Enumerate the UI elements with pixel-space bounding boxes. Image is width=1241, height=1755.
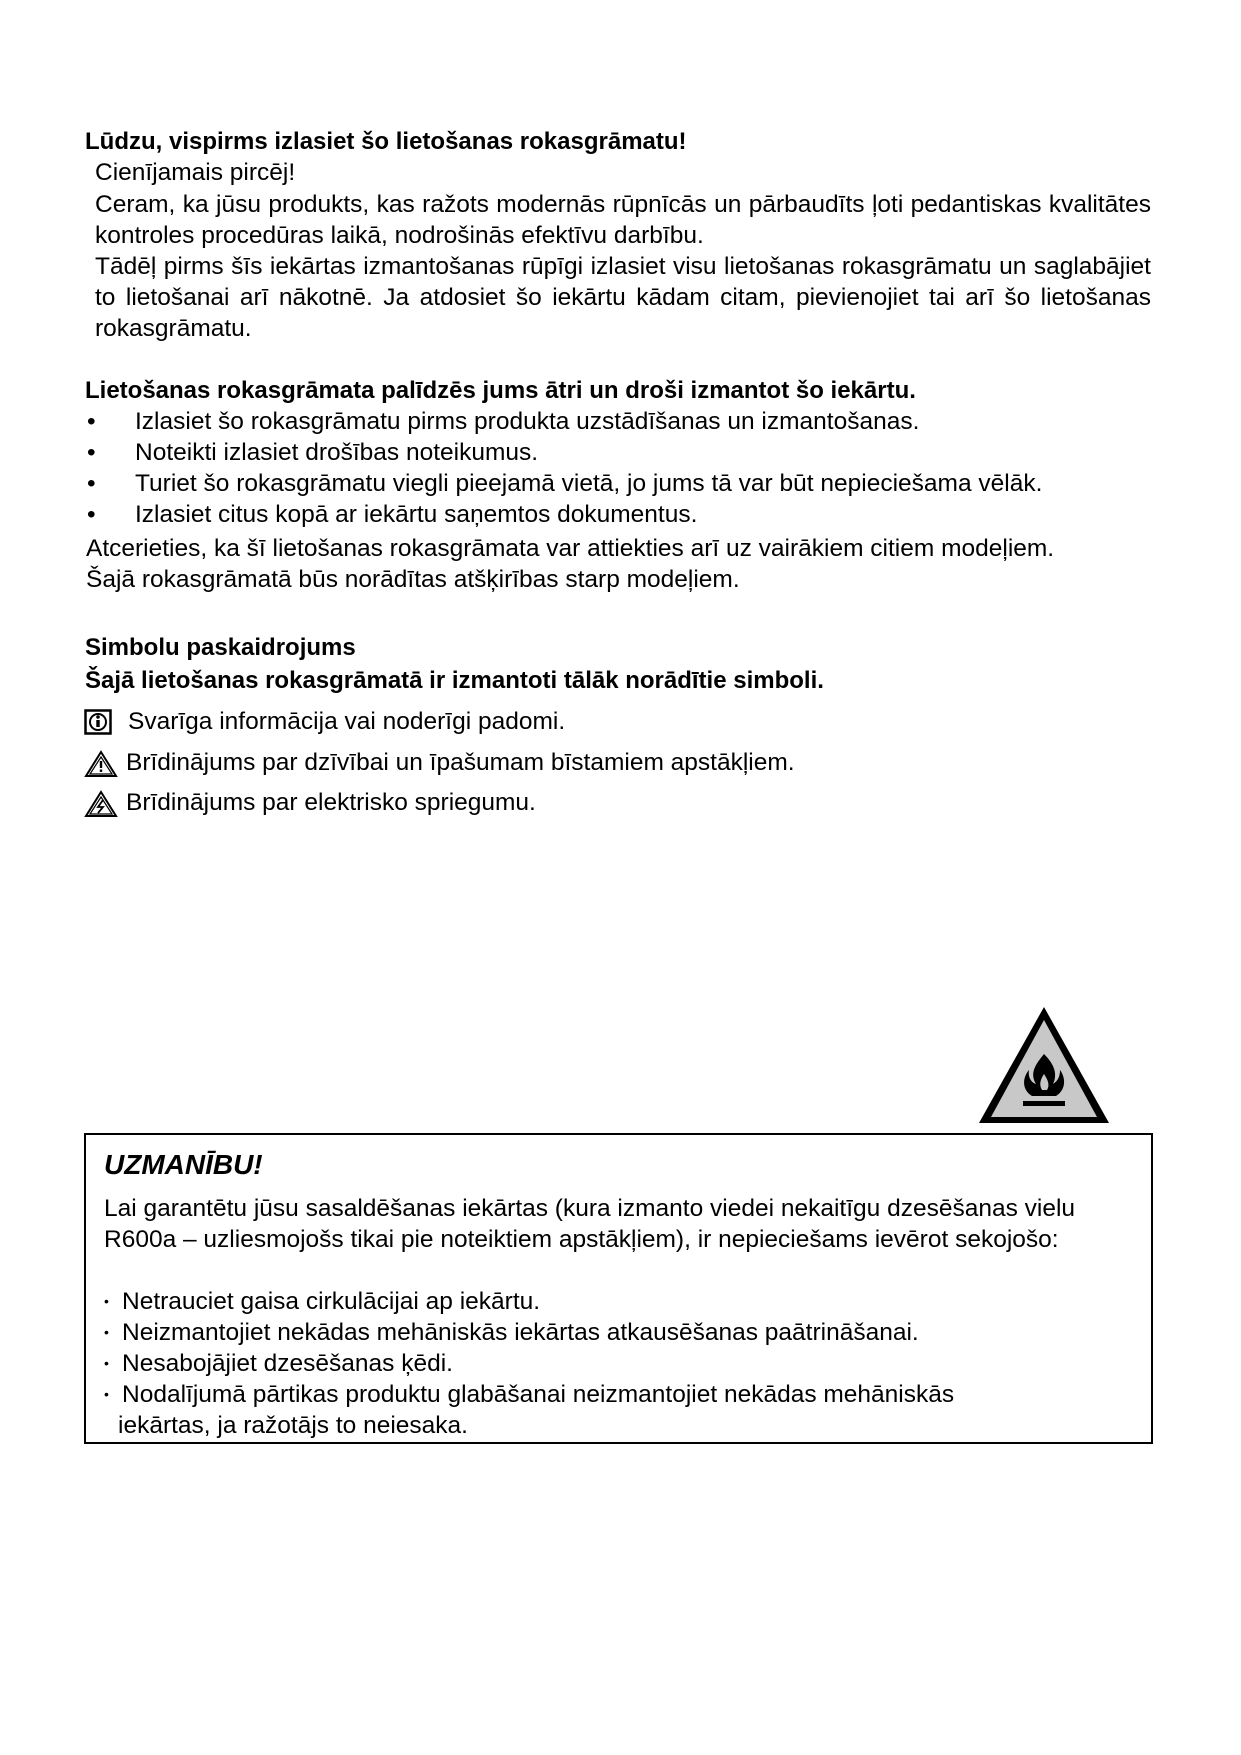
list-item-text: Izlasiet citus kopā ar iekārtu saņemtos dokumentus.: [135, 501, 698, 528]
manual-help-heading: Lietošanas rokasgrāmata palīdzēs jums ātri un droši izmantot šo iekārtu.: [85, 377, 916, 404]
warning-triangle-icon: [84, 750, 118, 778]
list-item: [87, 468, 1187, 499]
models-note: Atcerieties, ka šī lietošanas rokasgrāmata var attiekties arī uz vairākiem citiem modeļiem.: [86, 535, 1055, 562]
list-item-text: Nodalījumā pārtikas produktu glabāšanai neizmantojiet nekādas mehāniskās: [122, 1381, 955, 1408]
caution-title: UZMANĪBU!: [104, 1149, 263, 1180]
list-item-text: Neizmantojiet nekādas mehāniskās iekārtas atkausēšanas paātrināšanai.: [122, 1319, 919, 1346]
bullet: •: [87, 408, 96, 435]
caution-paragraph: Lai garantētu jūsu sasaldēšanas iekārtas (kura izmanto viedei nekaitīgu dzesēšanas vielu R600a – uzliesmojošs tikai pie noteiktiem apstākļiem), ir nepieciešams ievērot sekojošo:: [104, 1195, 1076, 1253]
electric-warning-icon: [84, 790, 118, 818]
intro-heading: Lūdzu, vispirms izlasiet šo lietošanas rokasgrāmatu!: [85, 128, 687, 155]
intro-paragraph-2: Tādēļ pirms šīs iekārtas izmantošanas rūpīgi izlasiet visu lietošanas rokasgrāmatu un saglabājiet to lietošanai arī nākotnē. Ja atdosiet šo iekārtu kādam citam, pievienojiet tai arī šo lietošanas rokasgrāmatu.: [95, 253, 1151, 342]
intro-paragraph-1: Ceram, ka jūsu produkts, kas ražots modernās rūpnīcās un pārbaudīts ļoti pedantiskas kvalitātes kontroles procedūras laikā, nodrošinās efektīvu darbību.: [95, 191, 1151, 249]
bullet: •: [104, 1293, 109, 1309]
bullet: •: [87, 470, 96, 497]
list-item-text: Izlasiet šo rokasgrāmatu pirms produkta uzstādīšanas un izmantošanas.: [135, 408, 920, 435]
list-item: [87, 437, 1187, 468]
symbol-text: Svarīga informācija vai noderīgi padomi.: [128, 708, 566, 735]
flammable-warning-icon: [976, 1004, 1112, 1126]
bullet: •: [87, 439, 96, 466]
list-item-text: Noteikti izlasiet drošības noteikumus.: [135, 439, 539, 466]
symbols-subheading: Šajā lietošanas rokasgrāmatā ir izmantoti tālāk norādītie simboli.: [85, 667, 824, 694]
list-item-text: iekārtas, ja ražotājs to neiesaka.: [118, 1412, 468, 1439]
symbols-heading: Simbolu paskaidrojums: [85, 634, 356, 661]
caution-box: [84, 1133, 1153, 1444]
bullet: •: [104, 1386, 109, 1402]
list-item: [87, 499, 1187, 530]
list-item-text: Netrauciet gaisa cirkulācijai ap iekārtu.: [122, 1288, 541, 1315]
symbol-text: Brīdinājums par elektrisko spriegumu.: [126, 789, 536, 816]
greeting: Cienījamais pircēj!: [95, 159, 296, 186]
symbol-text: Brīdinājums par dzīvībai un īpašumam bīstamiem apstākļiem.: [126, 749, 795, 776]
list-item-text: Turiet šo rokasgrāmatu viegli pieejamā vietā, jo jums tā var būt nepieciešama vēlāk.: [135, 470, 1043, 497]
bullet: •: [104, 1324, 109, 1340]
bullet: •: [104, 1355, 109, 1371]
list-item: [87, 406, 1187, 437]
list-item-text: Nesabojājiet dzesēšanas ķēdi.: [122, 1350, 453, 1377]
info-icon: [84, 709, 112, 735]
differences-note: Šajā rokasgrāmatā būs norādītas atšķirības starp modeļiem.: [86, 566, 740, 593]
bullet: •: [87, 501, 96, 528]
